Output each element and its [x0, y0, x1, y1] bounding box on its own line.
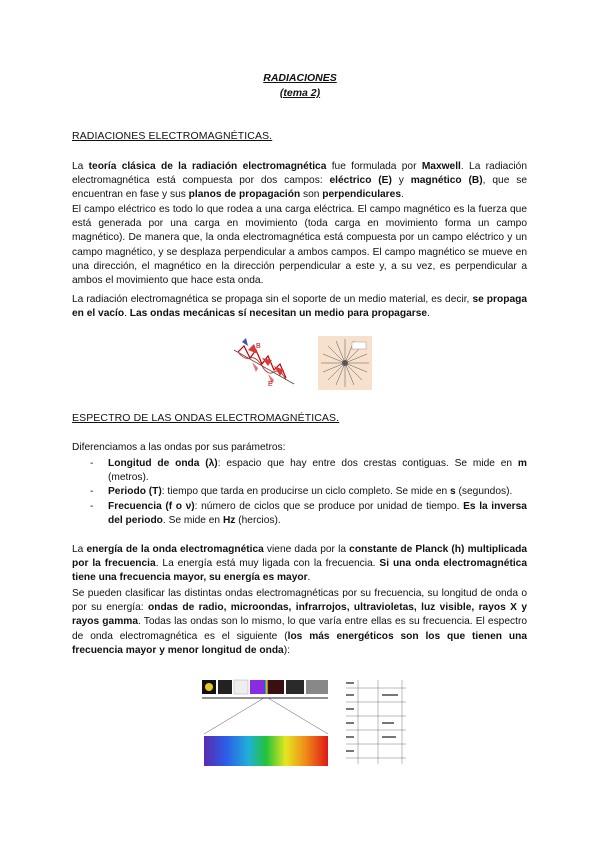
paragraph-vacio: La radiación electromagnética se propaga sin el soporte de un medio material, es decir, se propaga en el vacío. Las ondas mecánicas sí necesitan un medio para propagarse.	[72, 294, 527, 320]
document-subtitle: (tema 2)	[279, 87, 321, 99]
section-heading-espectro: ESPECTRO DE LAS ONDAS ELECTROMAGNÉTICAS.	[72, 412, 340, 424]
list-item-periodo: - Periodo (T): tiempo que tarda en producirse un ciclo completo. Se mide en s (segundos).	[90, 485, 527, 499]
paragraph-clasificacion: Se pueden clasificar las distintas ondas electromagnéticas por su frecuencia, su longitud de onda o por su energía: ondas de radio, microondas, infrarrojos, ultravioletas, luz visible, rayos X y rayos gamma. Todas las ondas son lo mismo, lo que varía entre ellas es su frecuencia. El espectro de onda electromagnética es el siguiente (los más energéticos son los que tienen una frecuencia mayor y menor longitud de onda):	[72, 588, 527, 656]
parameter-list	[90, 457, 527, 528]
em-wave-figure	[228, 336, 300, 392]
spectrum-table-figure	[340, 676, 410, 768]
paragraph-energia: La energía de la onda electromagnética viene dada por la constante de Planck (h) multiplicada por la frecuencia. La energía está muy ligada con la frecuencia. Si una onda electromagnética tiene una frecuencia mayor, su energía es mayor.	[72, 544, 528, 584]
wave-label-e: E	[268, 381, 273, 388]
paragraph-maxwell: La teoría clásica de la radiación electromagnética fue formulada por Maxwell. La radiación electromagnética está compuesta por dos campos: eléctrico (E) y magnético (B), que se encuentran en fase y sus planos de propagación son perpendiculares.	[72, 161, 528, 201]
radial-field-figure	[318, 336, 372, 390]
paragraph-parametros: Diferenciamos a las ondas por sus parámetros:	[72, 442, 286, 453]
spectrum-figure	[196, 674, 336, 774]
paragraph-campos: El campo eléctrico es todo lo que rodea a una carga eléctrica. El campo magnético es la fuerza que está generada por una carga en movimiento (toda carga en movimiento forma un campo magnético). De manera que, la onda electromagnética está compuesta por un campo eléctrico y un campo magnético, y se desplaza perpendicular a ambos campos. El campo magnético se mueve en una dirección, el magnético en la dirección perpendicular a este y, a su vez, es perpendicular a ambos el movimiento que hace esta onda.	[72, 204, 527, 287]
list-item-frecuencia: - Frecuencia (f o ν): número de ciclos que se produce por unidad de tiempo. Es la inversa del periodo. Se mide en Hz (hercios).	[90, 500, 527, 528]
list-item-longitud: - Longitud de onda (λ): espacio que hay entre dos crestas contiguas. Se mide en m (metros).	[90, 457, 527, 485]
document-title: RADIACIONES	[263, 72, 337, 84]
section-heading-radiaciones: RADIACIONES ELECTROMAGNÉTICAS.	[72, 130, 273, 142]
wave-label-b: B	[256, 343, 261, 350]
